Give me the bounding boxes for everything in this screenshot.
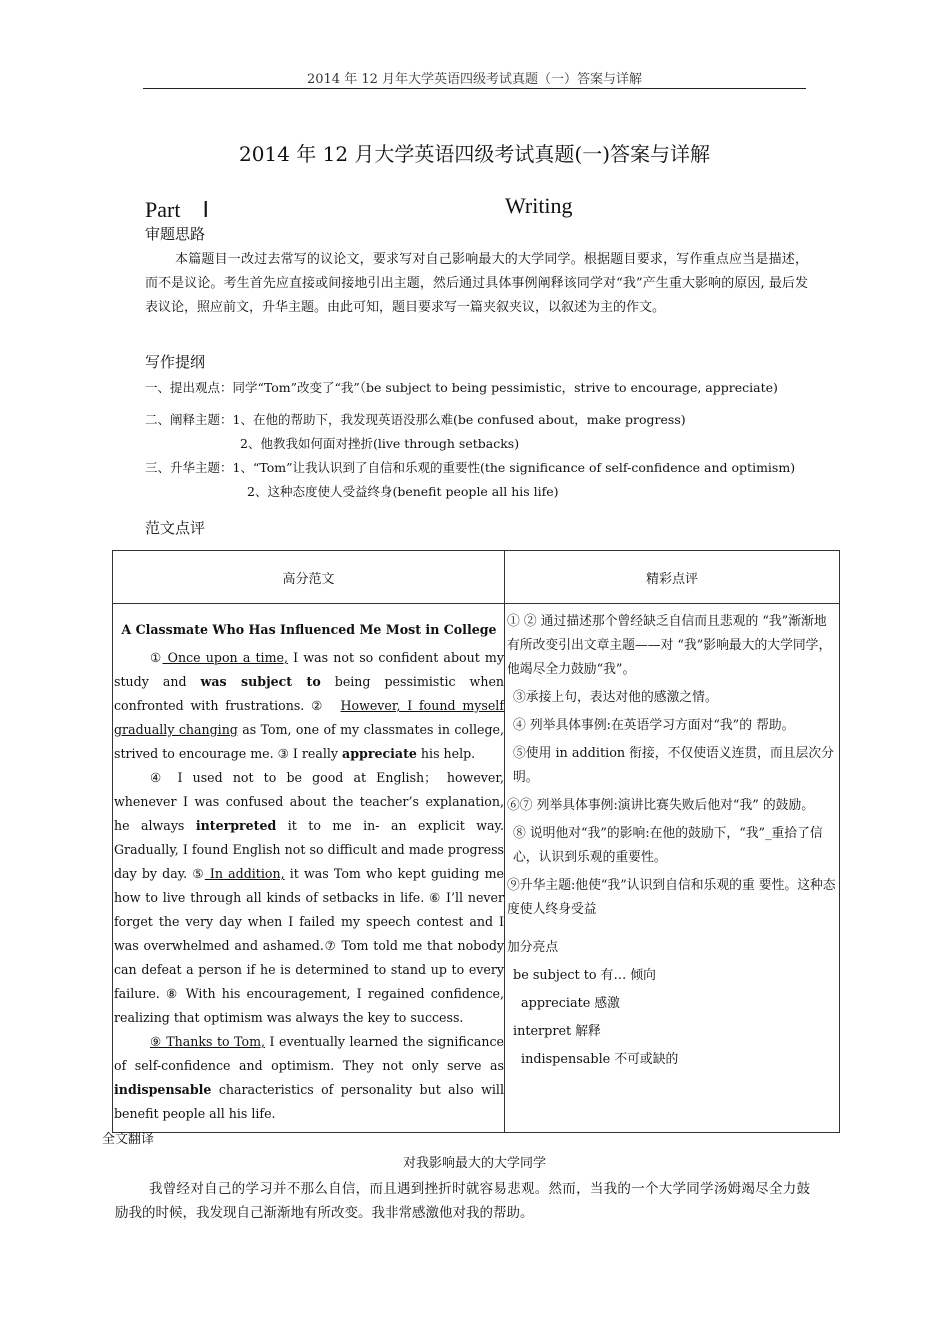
outline-line-3: 2、他教我如何面对挫折(live through setbacks)	[240, 436, 520, 451]
comment-2: ③承接上句，表达对他的感激之情。	[513, 690, 718, 705]
sample-essay	[113, 604, 504, 1132]
comments	[505, 604, 839, 1072]
vocab-item-3: interpret 解释	[513, 1024, 601, 1039]
essay-cell	[113, 604, 505, 1133]
review-table	[112, 550, 840, 1133]
analysis-heading: 审题思路	[145, 225, 206, 243]
part-name: Writing	[505, 193, 573, 218]
comment-1: ① ② 通过描述那个曾经缺乏自信而且悲观的 “我”渐渐地有所改变引出文章主题——对 “我”影响最大的大学同学，他竭尽全力鼓励“我”。	[507, 614, 832, 677]
review-heading: 范文点评	[145, 519, 206, 537]
highlights-title: 加分亮点	[507, 940, 559, 955]
translation-title: 对我影响最大的大学同学	[402, 1156, 546, 1171]
outline-line-5: 2、这种态度使人受益终身(benefit people all his life)	[247, 484, 559, 499]
essay-title: A Classmate Who Has Influenced Me Most in College	[121, 622, 497, 637]
comment-5: ⑥⑦ 列举具体事例:演讲比赛失败后他对“我” 的鼓励。	[507, 798, 815, 813]
document-title: 2014 年 12 月大学英语四级考试真题(一)答案与详解	[238, 142, 711, 166]
comments-cell	[505, 604, 840, 1133]
analysis-paragraph: 本篇题目一改过去常写的议论文，要求写对自己影响最大的大学同学。根据题目要求，写作重点应当是描述，而不是议论。考生首先应直接或间接地引出主题，然后通过具体事例阐释该同学对“我”产生重大影响的原因, 最后发表议论，照应前文，升华主题。由此可知，题目要求写一篇夹叙夹议，以叙述为主的作文。	[145, 252, 808, 315]
vocab-item-4: indispensable 不可或缺的	[521, 1052, 679, 1067]
outline-line-2: 二、阐释主题：1、在他的帮助下，我发现英语没那么难(be confused about，make progress)	[145, 412, 686, 427]
outline-heading: 写作提纲	[145, 353, 206, 371]
comment-7: ⑨升华主题:他使“我”认识到自信和乐观的重 要性。这种态度使人终身受益	[507, 878, 836, 917]
running-header: 2014 年 12 月年大学英语四级考试真题（一）答案与详解	[306, 72, 643, 87]
comment-4: ⑤使用 in addition 衔接，不仅使语义连贯，而且层次分明。	[513, 746, 834, 785]
comment-6: ⑧ 说明他对“我”的影响:在他的鼓励下，“我”_重拾了信心，认识到乐观的重要性。	[513, 826, 823, 865]
part-label: Part Ⅰ	[145, 197, 209, 222]
essay-paragraph-1: ① Once upon a time, I was not so confident about my study and was subject to being pessimistic when confronted with frustrations. ② However, I found myself gradually changing as Tom, one of my classmates in college, strived to encourage me. ③ I really appreciate his help.	[114, 650, 505, 761]
translation-paragraph: 我曾经对自己的学习并不那么自信，而且遇到挫折时就容易悲观。然而，当我的一个大学同学汤姆竭尽全力鼓励我的时候，我发现自己渐渐地有所改变。我非常感激他对我的帮助。	[115, 1181, 810, 1221]
essay-paragraph-3: ⑨ Thanks to Tom, I eventually learned the significance of self-confidence and optimism. They not only serve as indispensable characteristics of personality but also will benefit people all his life.	[114, 1034, 504, 1121]
vocab-item-1: be subject to 有… 倾向	[513, 968, 656, 983]
essay-paragraph-2: ④ I used not to be good at English； however, whenever I was confused about the teacher’s explanation, he always interpreted it to me in- an explicit way. Gradually, I found English not so difficult and made progress day by day. ⑤ In addition, it was Tom who kept guiding me how to live through all kinds of setbacks in life. ⑥ I’ll never forget the very day when I failed my speech contest and I was overwhelmed and ashamed.⑦ Tom told me that nobody can defeat a person if he is determined to stand up to every failure. ⑧ With his encouragement, I regained confidence, realizing that optimism was always the key to success.	[114, 770, 504, 1025]
header-rule	[143, 88, 806, 89]
vocab-item-2: appreciate 感激	[521, 996, 620, 1011]
column-header-comments: 精彩点评	[505, 551, 840, 604]
outline-line-4: 三、升华主题：1、“Tom”让我认识到了自信和乐观的重要性(the significance of self-confidence and optimism)	[145, 460, 796, 475]
column-header-essay: 高分范文	[113, 551, 505, 604]
translation-label: 全文翻译	[102, 1132, 155, 1147]
comment-3: ④ 列举具体事例:在英语学习方面对“我”的 帮助。	[513, 718, 795, 733]
outline-line-1: 一、提出观点：同学“Tom”改变了“我”（be subject to being pessimistic，strive to encourage, appreciate)	[145, 380, 778, 395]
